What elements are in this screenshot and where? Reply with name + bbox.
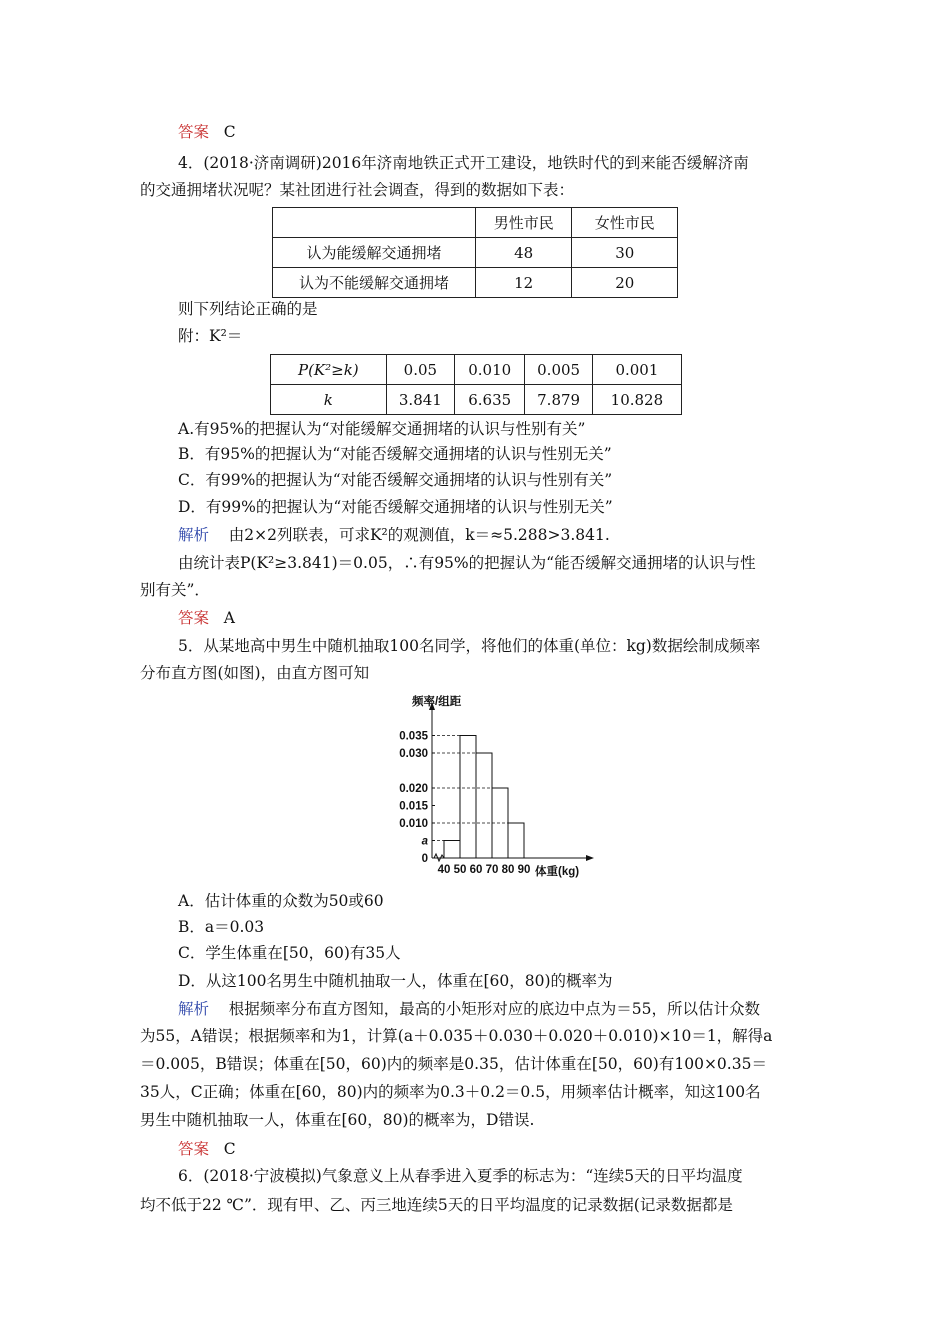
table-cell: 20 <box>572 268 678 298</box>
q5-option-d: D．从这100名男生中随机抽取一人，体重在[60，80)的概率为 <box>178 972 613 990</box>
table-cell: 7.879 <box>525 385 592 415</box>
q4-option-c: C．有99%的把握认为“对能否缓解交通拥堵的认识与性别有关” <box>178 471 613 489</box>
analysis-label: 解析 <box>178 1000 210 1018</box>
answer-label: 答案 <box>178 123 210 141</box>
y-tick-label: a <box>421 835 428 848</box>
q4-appendix: 附：K²＝ <box>178 327 243 345</box>
y-axis-label: 频率/组距 <box>412 696 462 708</box>
table-cell: 48 <box>475 238 572 268</box>
q6-stem-line1: 6．(2018·宁波模拟)气象意义上从春季进入夏季的标志为：“连续5天的日平均温度 <box>178 1167 743 1185</box>
table-row <box>273 268 678 298</box>
x-tick-label: 60 <box>469 864 483 876</box>
contingency-table <box>272 207 678 298</box>
answer-value: A <box>223 609 235 627</box>
q4-stem-line2: 的交通拥堵状况呢？某社团进行社会调查，得到的数据如下表： <box>140 181 575 199</box>
x-tick-label: 40 <box>437 864 451 876</box>
table-cell: 认为能缓解交通拥堵 <box>273 238 476 268</box>
q5-answer-line <box>178 1139 236 1159</box>
q3-answer-line <box>178 122 236 142</box>
x-axis-arrow <box>586 855 594 861</box>
q5-analysis-line2: 为55，A错误；根据频率和为1，计算(a＋0.035＋0.030＋0.020＋0.010)×10＝1，解得a <box>140 1027 773 1045</box>
q4-after-table: 则下列结论正确的是 <box>178 300 318 318</box>
q4-stem-line1: 4．(2018·济南调研)2016年济南地铁正式开工建设，地铁时代的到来能否缓解济南 <box>178 154 749 172</box>
table-row <box>271 355 682 385</box>
table-cell: 10.828 <box>592 385 681 415</box>
x-tick-label: 90 <box>517 864 531 876</box>
x-tick-label: 70 <box>485 864 499 876</box>
q5-option-b: B．a＝0.03 <box>178 918 265 936</box>
y-tick-label: 0.010 <box>399 818 428 830</box>
answer-value: C <box>223 1140 236 1158</box>
histogram-bar <box>444 841 460 859</box>
table-cell: k <box>271 385 387 415</box>
q4-analysis-line1 <box>178 525 610 545</box>
analysis-label: 解析 <box>178 526 210 544</box>
table-cell: 男性市民 <box>475 208 572 238</box>
table-cell: 女性市民 <box>572 208 678 238</box>
q5-option-c: C．学生体重在[50，60)有35人 <box>178 944 401 962</box>
q5-stem-line1: 5．从某地高中男生中随机抽取100名同学，将他们的体重(单位：kg)数据绘制成频率 <box>178 637 761 655</box>
x-axis-label: 体重(kg) <box>535 866 580 878</box>
q5-analysis-line5: 男生中随机抽取一人，体重在[60，80)的概率为，D错误. <box>140 1111 535 1129</box>
histogram-bar <box>460 736 476 859</box>
table-cell: 12 <box>475 268 572 298</box>
analysis-text: 由2×2列联表，可求K²的观测值，k＝≈5.288>3.841. <box>228 526 610 544</box>
answer-value: C <box>223 123 236 141</box>
table-cell <box>273 208 476 238</box>
x-tick-label: 80 <box>501 864 515 876</box>
table-cell: 0.05 <box>386 355 454 385</box>
answer-label: 答案 <box>178 1140 210 1158</box>
y-tick-label: 0.030 <box>399 748 428 760</box>
table-row <box>273 208 678 238</box>
q4-analysis-line3: 别有关”． <box>140 581 210 599</box>
y-tick-label: 0.020 <box>399 783 428 795</box>
q5-analysis-line3: ＝0.005，B错误；体重在[50，60)内的频率是0.35，估计体重在[50，60)有100×0.35＝ <box>140 1055 767 1073</box>
histogram-bar <box>476 753 492 858</box>
q4-option-b: B．有95%的把握认为“对能否缓解交通拥堵的认识与性别无关” <box>178 445 612 463</box>
frequency-histogram <box>388 692 598 882</box>
table-row <box>273 238 678 268</box>
q6-stem-line2: 均不低于22 ℃”．现有甲、乙、丙三地连续5天的日平均温度的记录数据(记录数据都是 <box>140 1196 733 1214</box>
q5-analysis-line4: 35人，C正确；体重在[60，80)内的频率为0.3＋0.2＝0.5，用频率估计概率，知这100名 <box>140 1083 761 1101</box>
x-tick-label: 50 <box>453 864 467 876</box>
critical-value-table <box>270 354 682 415</box>
table-cell: 3.841 <box>386 385 454 415</box>
table-cell: 认为不能缓解交通拥堵 <box>273 268 476 298</box>
table-cell: 0.010 <box>455 355 525 385</box>
y-tick-label: 0 <box>421 853 428 865</box>
table-cell: 0.001 <box>592 355 681 385</box>
q5-option-a: A．估计体重的众数为50或60 <box>178 892 384 910</box>
table-cell: 0.005 <box>525 355 592 385</box>
y-tick-label: 0.035 <box>399 730 428 743</box>
table-cell: 30 <box>572 238 678 268</box>
q4-analysis-line2: 由统计表P(K²≥3.841)＝0.05，∴有95%的把握认为“能否缓解交通拥堵的认识与性 <box>178 554 756 572</box>
analysis-text: 根据频率分布直方图知，最高的小矩形对应的底边中点为＝55，所以估计众数 <box>228 1000 760 1018</box>
q4-option-a: A.有95%的把握认为“对能缓解交通拥堵的认识与性别有关” <box>178 420 586 438</box>
q4-answer-line <box>178 608 235 628</box>
answer-label: 答案 <box>178 609 210 627</box>
q5-analysis-line1 <box>178 999 760 1019</box>
table-cell: P(K²≥k) <box>271 355 387 385</box>
histogram-bar <box>508 823 524 858</box>
y-tick-label: 0.015 <box>399 800 428 813</box>
table-row <box>271 385 682 415</box>
table-cell: 6.635 <box>455 385 525 415</box>
q5-stem-line2: 分布直方图(如图)，由直方图可知 <box>140 664 370 682</box>
q4-option-d: D．有99%的把握认为“对能否缓解交通拥堵的认识与性别无关” <box>178 498 613 516</box>
